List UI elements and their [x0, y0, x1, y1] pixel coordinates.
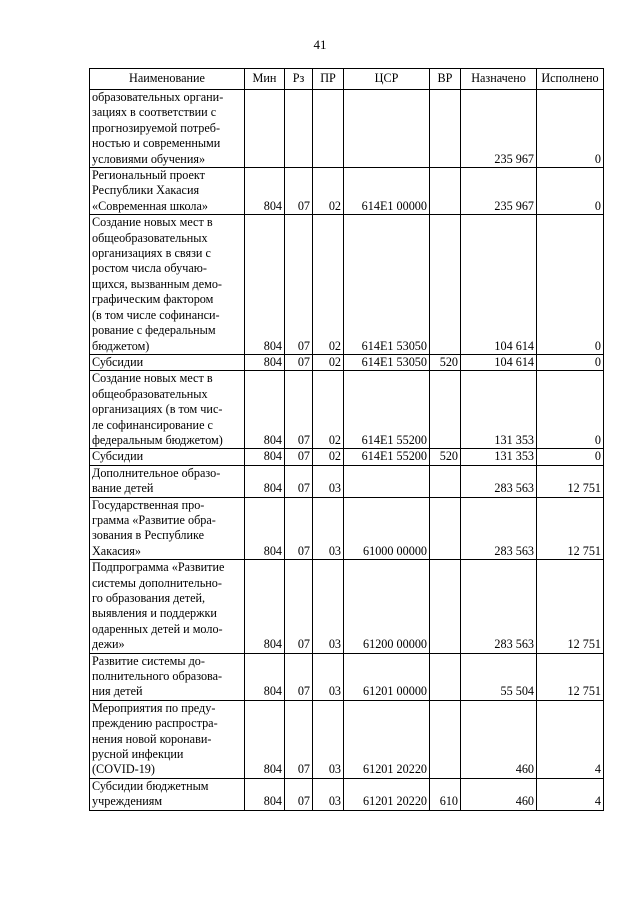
row-pr-cell: 03	[313, 465, 344, 497]
row-executed-cell: 0	[537, 168, 604, 215]
row-pr-cell: 03	[313, 778, 344, 810]
row-vr-cell: 520	[430, 354, 461, 370]
row-name-cell: образовательных органи- зациях в соответствии с прогнозируемой потреб- ностью и современными условиями обучения»	[90, 90, 245, 168]
row-min-cell: 804	[245, 700, 285, 778]
row-name-cell: Создание новых мест в общеобразовательных организациях в связи с ростом числа обучаю- щихся, вызванным демо- графическим фактором (в том числе софинанси- рование с федеральным бюджетом)	[90, 215, 245, 355]
row-csr-cell: 61201 00000	[344, 653, 430, 700]
row-csr-cell: 614E1 53050	[344, 354, 430, 370]
row-csr-cell: 61200 00000	[344, 560, 430, 653]
table-row	[90, 168, 604, 215]
row-rz-cell: 07	[285, 168, 313, 215]
row-rz-cell: 07	[285, 653, 313, 700]
row-assigned-cell: 55 504	[461, 653, 537, 700]
row-csr-cell: 614E1 55200	[344, 449, 430, 465]
header-vr: ВР	[430, 69, 461, 90]
row-name-cell: Субсидии	[90, 354, 245, 370]
row-vr-cell	[430, 215, 461, 355]
table-row	[90, 90, 604, 168]
row-name-cell: Субсидии	[90, 449, 245, 465]
row-min-cell: 804	[245, 778, 285, 810]
row-assigned-cell: 283 563	[461, 497, 537, 560]
row-pr-cell: 03	[313, 560, 344, 653]
row-assigned-cell: 104 614	[461, 354, 537, 370]
header-rz: Рз	[285, 69, 313, 90]
row-pr-cell: 03	[313, 653, 344, 700]
row-pr-cell: 02	[313, 168, 344, 215]
row-rz-cell: 07	[285, 560, 313, 653]
table-row	[90, 449, 604, 465]
row-executed-cell: 4	[537, 778, 604, 810]
table-row	[90, 653, 604, 700]
row-assigned-cell: 235 967	[461, 90, 537, 168]
row-csr-cell	[344, 90, 430, 168]
row-csr-cell: 614E1 53050	[344, 215, 430, 355]
row-executed-cell: 0	[537, 371, 604, 449]
row-vr-cell	[430, 168, 461, 215]
row-min-cell: 804	[245, 465, 285, 497]
row-pr-cell	[313, 90, 344, 168]
row-min-cell: 804	[245, 449, 285, 465]
row-pr-cell: 02	[313, 354, 344, 370]
row-csr-cell: 61000 00000	[344, 497, 430, 560]
row-pr-cell: 02	[313, 215, 344, 355]
header-name: Наименование	[90, 69, 245, 90]
row-min-cell: 804	[245, 215, 285, 355]
table-row	[90, 215, 604, 355]
row-assigned-cell: 460	[461, 700, 537, 778]
row-pr-cell: 02	[313, 449, 344, 465]
table-row	[90, 354, 604, 370]
row-min-cell: 804	[245, 371, 285, 449]
table-row	[90, 497, 604, 560]
row-min-cell: 804	[245, 497, 285, 560]
table-row	[90, 465, 604, 497]
row-csr-cell: 614E1 00000	[344, 168, 430, 215]
table-row	[90, 560, 604, 653]
row-assigned-cell: 235 967	[461, 168, 537, 215]
row-min-cell	[245, 90, 285, 168]
row-pr-cell: 02	[313, 371, 344, 449]
row-name-cell: Государственная про- грамма «Развитие обра- зования в Республике Хакасия»	[90, 497, 245, 560]
row-vr-cell	[430, 653, 461, 700]
row-min-cell: 804	[245, 653, 285, 700]
row-name-cell: Развитие системы до- полнительного образова- ния детей	[90, 653, 245, 700]
row-assigned-cell: 131 353	[461, 371, 537, 449]
row-vr-cell: 610	[430, 778, 461, 810]
header-min: Мин	[245, 69, 285, 90]
row-pr-cell: 03	[313, 700, 344, 778]
table-row	[90, 778, 604, 810]
row-name-cell: Дополнительное образо- вание детей	[90, 465, 245, 497]
row-rz-cell	[285, 90, 313, 168]
table-header-row	[90, 69, 604, 90]
row-min-cell: 804	[245, 560, 285, 653]
row-assigned-cell: 104 614	[461, 215, 537, 355]
row-executed-cell: 0	[537, 354, 604, 370]
row-vr-cell	[430, 90, 461, 168]
row-rz-cell: 07	[285, 215, 313, 355]
row-assigned-cell: 283 563	[461, 465, 537, 497]
table-row	[90, 700, 604, 778]
row-executed-cell: 12 751	[537, 560, 604, 653]
row-name-cell: Субсидии бюджетным учреждениям	[90, 778, 245, 810]
row-executed-cell: 0	[537, 215, 604, 355]
budget-table	[89, 68, 604, 811]
row-name-cell: Мероприятия по преду- преждению распростра- нения новой коронави- русной инфекции (COVID-19)	[90, 700, 245, 778]
row-assigned-cell: 460	[461, 778, 537, 810]
row-rz-cell: 07	[285, 465, 313, 497]
header-csr: ЦСР	[344, 69, 430, 90]
row-vr-cell: 520	[430, 449, 461, 465]
row-executed-cell: 0	[537, 449, 604, 465]
row-vr-cell	[430, 371, 461, 449]
row-executed-cell: 0	[537, 90, 604, 168]
row-csr-cell: 61201 20220	[344, 778, 430, 810]
table-row	[90, 371, 604, 449]
row-name-cell: Подпрограмма «Развитие системы дополнительно- го образования детей, выявления и поддержки одаренных детей и моло- дежи»	[90, 560, 245, 653]
row-executed-cell: 12 751	[537, 497, 604, 560]
row-assigned-cell: 283 563	[461, 560, 537, 653]
row-min-cell: 804	[245, 168, 285, 215]
row-rz-cell: 07	[285, 354, 313, 370]
row-min-cell: 804	[245, 354, 285, 370]
row-rz-cell: 07	[285, 371, 313, 449]
header-assigned: Назначено	[461, 69, 537, 90]
row-vr-cell	[430, 497, 461, 560]
row-executed-cell: 12 751	[537, 465, 604, 497]
row-vr-cell	[430, 465, 461, 497]
row-rz-cell: 07	[285, 700, 313, 778]
row-csr-cell: 614E1 55200	[344, 371, 430, 449]
header-executed: Исполнено	[537, 69, 604, 90]
row-executed-cell: 4	[537, 700, 604, 778]
row-rz-cell: 07	[285, 449, 313, 465]
row-rz-cell: 07	[285, 497, 313, 560]
row-name-cell: Создание новых мест в общеобразовательных организациях (в том чис- ле софинансирование с федеральным бюджетом)	[90, 371, 245, 449]
row-csr-cell	[344, 465, 430, 497]
page-number: 41	[313, 37, 327, 52]
row-vr-cell	[430, 560, 461, 653]
row-csr-cell: 61201 20220	[344, 700, 430, 778]
row-rz-cell: 07	[285, 778, 313, 810]
row-name-cell: Региональный проект Республики Хакасия «Современная школа»	[90, 168, 245, 215]
header-pr: ПР	[313, 69, 344, 90]
row-executed-cell: 12 751	[537, 653, 604, 700]
row-pr-cell: 03	[313, 497, 344, 560]
row-vr-cell	[430, 700, 461, 778]
row-assigned-cell: 131 353	[461, 449, 537, 465]
